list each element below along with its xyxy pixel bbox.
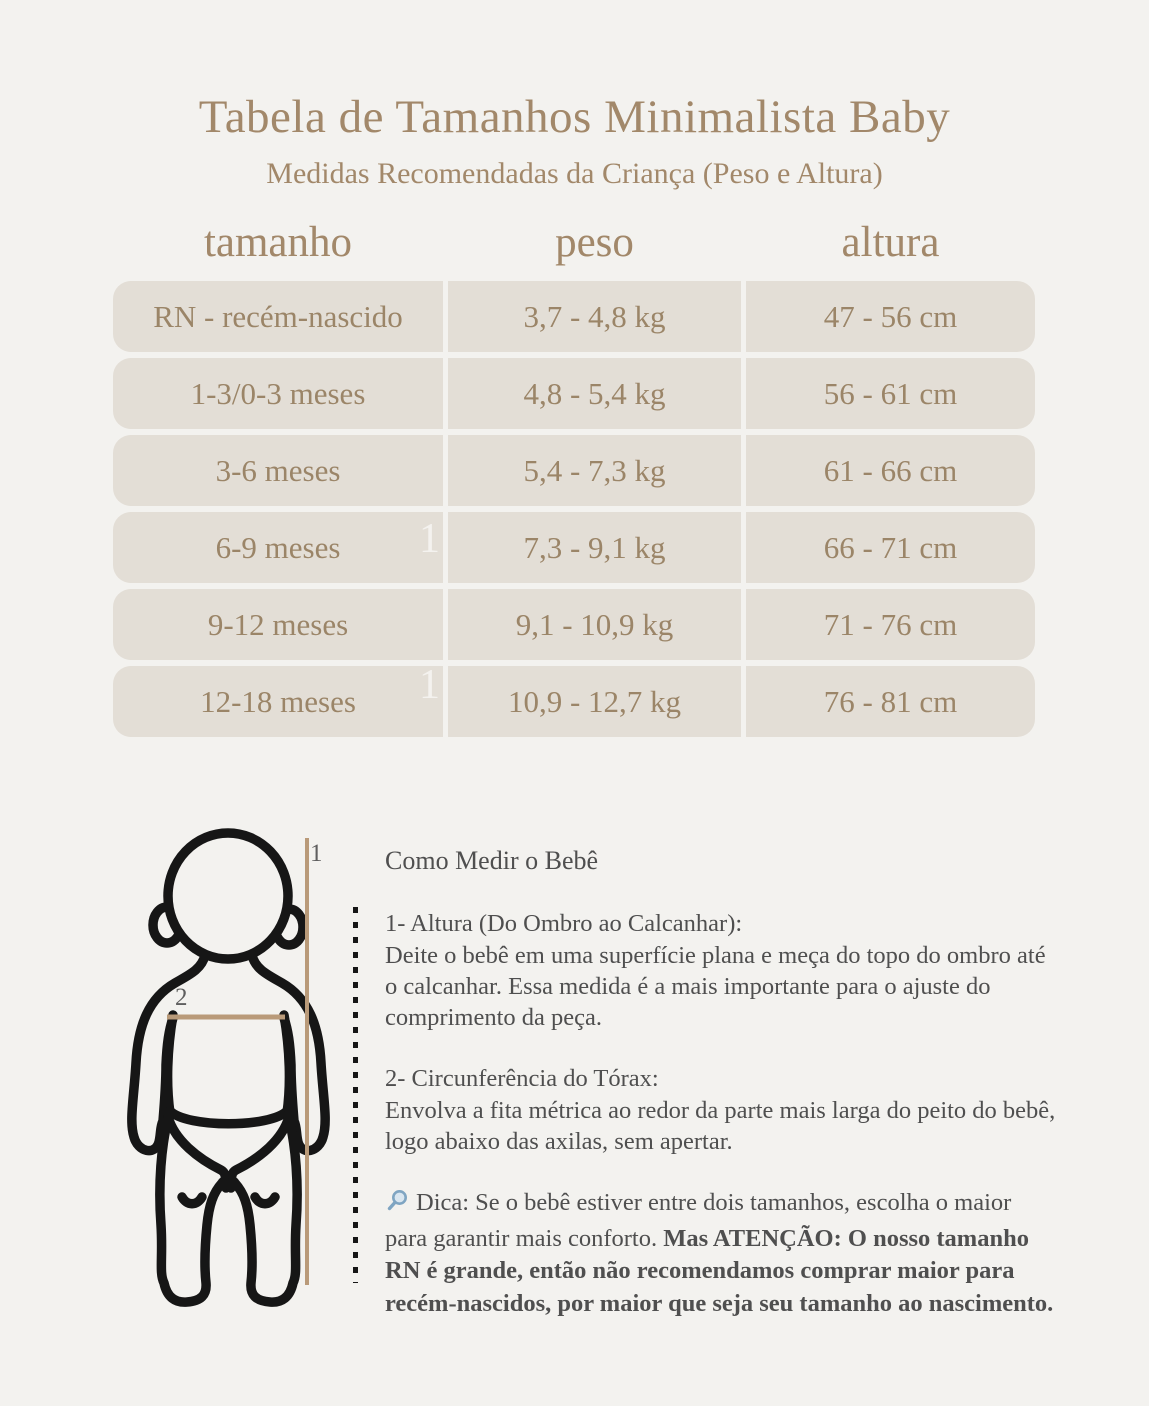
tip-text-bold: Mas ATENÇÃO: O nosso tamanho RN é grande, então não recomendamos comprar maior para recém-nascidos, por maior que seja seu tamanho ao nascimento. [385,1224,1054,1317]
cell-altura: 71 - 76 cm [746,589,1035,660]
table-row [113,512,1035,583]
height-line-label: 1 [310,840,323,867]
dotted-divider [353,907,358,1283]
table-column-headers [113,218,1035,267]
chest-line-label: 2 [175,984,188,1011]
page-subtitle: Medidas Recomendadas da Criança (Peso e Altura) [266,157,883,190]
magnifier-icon [385,1188,410,1223]
cell-peso: 10,9 - 12,7 kg [448,666,741,737]
section-body: Deite o bebê em uma superfície plana e meça do topo do ombro até o calcanhar. Essa medida é a mais importante para o ajuste do comprimento da peça. [385,942,1046,1031]
baby-head [168,833,288,959]
cell-altura: 47 - 56 cm [746,281,1035,352]
column-header-tamanho: tamanho [203,219,353,266]
cell-tamanho: 9-12 meses [113,589,443,660]
tip-text: Dica: Se o bebê estiver entre dois tamanhos, escolha o maior para garantir mais conforto. [385,1189,1012,1252]
table-row [113,358,1035,429]
guide-heading: Como Medir o Bebê [385,846,599,875]
section-heading: 1- Altura (Do Ombro ao Calcanhar): [385,910,743,937]
column-header-altura: altura [841,219,940,266]
cell-peso: 7,3 - 9,1 kg [448,512,741,583]
size-table [113,281,1035,737]
section-heading: 2- Circunferência do Tórax: [385,1065,659,1092]
cell-tamanho: 6-9 meses [113,512,443,583]
page-title: Tabela de Tamanhos Minimalista Baby [198,91,951,143]
cell-peso: 3,7 - 4,8 kg [448,281,741,352]
table-row [113,281,1035,352]
cell-altura: 56 - 61 cm [746,358,1035,429]
guide-section-height [385,908,1057,1033]
baby-outline-illustration [125,825,365,1325]
column-header-peso: peso [555,219,634,266]
table-row [113,589,1035,660]
table-row [113,435,1035,506]
cell-tamanho: RN - recém-nascido [113,281,443,352]
faint-watermark-digit: 1 [419,662,440,708]
cell-altura: 61 - 66 cm [746,435,1035,506]
cell-peso: 4,8 - 5,4 kg [448,358,741,429]
faint-watermark-digit: 1 [419,516,440,562]
cell-peso: 5,4 - 7,3 kg [448,435,741,506]
cell-tamanho: 1-3/0-3 meses [113,358,443,429]
cell-tamanho: 3-6 meses [113,435,443,506]
guide-section-chest [385,1063,1057,1157]
cell-peso: 9,1 - 10,9 kg [448,589,741,660]
section-body: Envolva a fita métrica ao redor da parte mais larga do peito do bebê, logo abaixo das axilas, sem apertar. [385,1097,1056,1155]
cell-altura: 76 - 81 cm [746,666,1035,737]
table-row [113,666,1035,737]
tip-paragraph [385,1187,1057,1320]
measuring-guide [385,845,1057,1320]
cell-altura: 66 - 71 cm [746,512,1035,583]
cell-tamanho: 12-18 meses [113,666,443,737]
